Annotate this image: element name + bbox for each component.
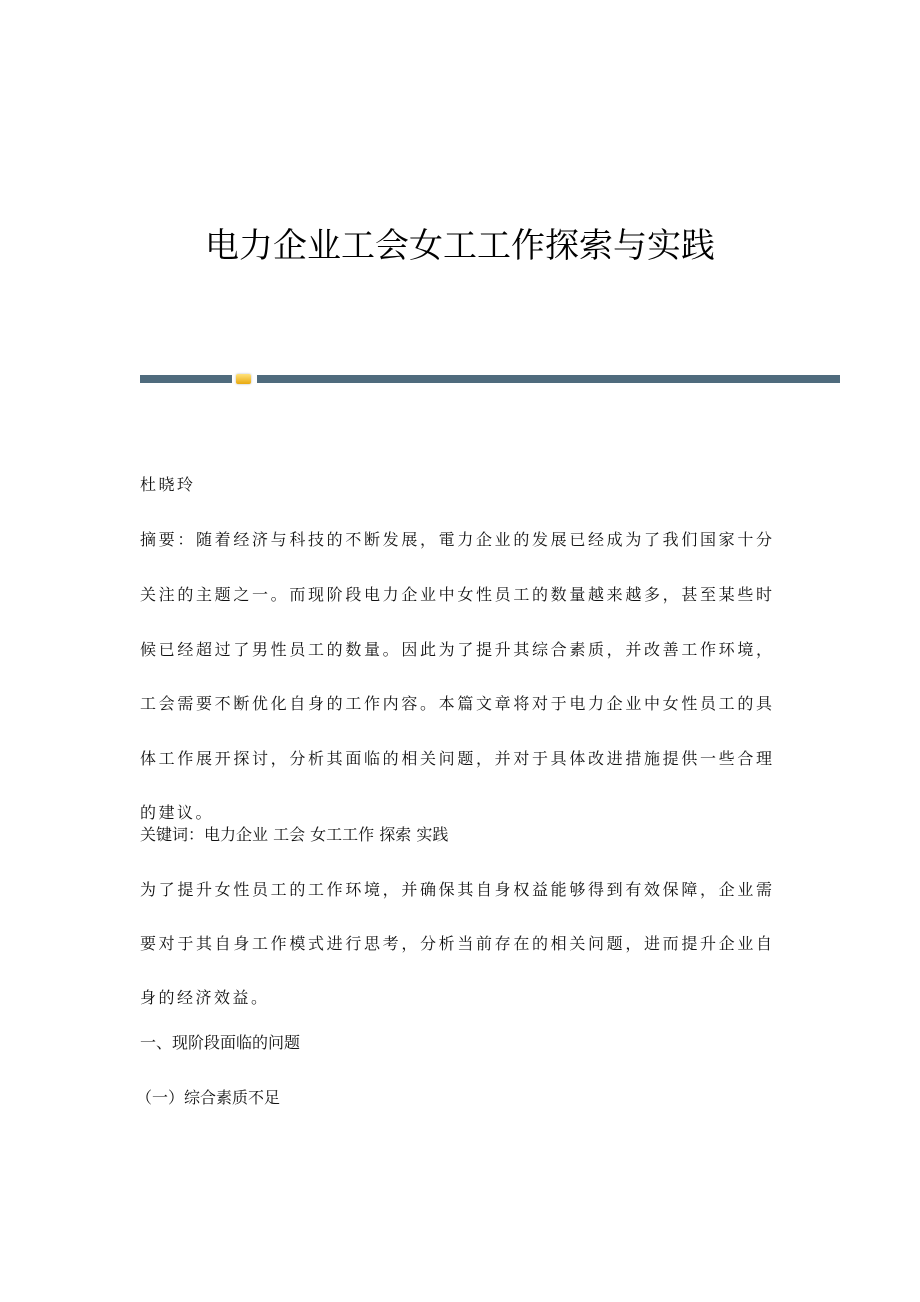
gem-icon [236,374,251,384]
abstract-line: 候已经超过了男性员工的数量。因此为了提升其综合素质，并改善工作环境， [140,640,772,659]
divider-right [257,375,840,383]
section-heading: 一、现阶段面临的问题 [140,1033,301,1052]
intro-line: 要对于其自身工作模式进行思考，分析当前存在的相关问题，进而提升企业自 [140,934,772,953]
abstract-line: 工会需要不断优化自身的工作内容。本篇文章将对于电力企业中女性员工的具 [140,694,772,713]
abstract-line: 体工作展开探讨，分析其面临的相关问题，并对于具体改进措施提供一些合理 [140,749,772,768]
abstract-line: 摘要：随着经济与科技的不断发展，電力企业的发展已经成为了我们国家十分 [140,530,772,549]
abstract-line: 关注的主题之一。而现阶段电力企业中女性员工的数量越来越多，甚至某些时 [140,585,772,604]
intro-line: 身的经济效益。 [140,988,270,1007]
subsection-heading: （一）综合素质不足 [136,1088,281,1107]
divider-left [140,375,232,383]
document-title: 电力企业工会女工工作探索与实践 [205,226,715,266]
keywords: 关键词：电力企业 工会 女工工作 探索 实践 [140,825,449,844]
intro-line: 为了提升女性员工的工作环境，并确保其自身权益能够得到有效保障，企业需 [140,880,772,899]
author: 杜晓玲 [140,475,196,494]
abstract-line: 的建议。 [140,803,215,822]
